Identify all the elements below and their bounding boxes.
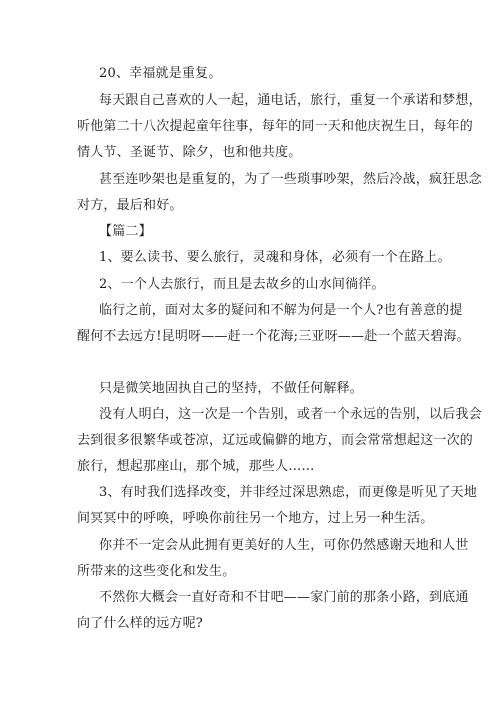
paragraph-line: 旅行，想起那座山，那个城，那些人…… — [77, 459, 315, 474]
paragraph-line: 只是微笑地固执自己的坚持，不做任何解释。 — [99, 381, 364, 396]
item-20-heading: 20、幸福就是重复。 — [99, 66, 222, 81]
paragraph-line: 所带来的这些变化和发生。 — [77, 564, 236, 579]
paragraph-line: 听他第二十八次提起童年往事，每年的同一天和他庆祝生日，每年的 — [77, 119, 474, 134]
paragraph-line: 对方，最后和好。 — [77, 198, 183, 213]
paragraph-line: 没有人明白，这一次是一个告别，或者一个永远的告别，以后我会 — [99, 407, 482, 422]
paragraph-line: 你并不一定会从此拥有更美好的人生，可你仍然感谢天地和人世 — [99, 538, 469, 553]
section-heading: 【篇二】 — [99, 224, 152, 239]
paragraph-line: 情人节、圣诞节、除夕，也和他共度。 — [77, 145, 302, 160]
paragraph-line: 醒何不去远方!昆明呀——赶一个花海;三亚呀——赴一个蓝天碧海。 — [77, 329, 470, 344]
list-item: 1、要么读书、要么旅行，灵魂和身体，必须有一个在路上。 — [99, 250, 451, 265]
list-item: 3、有时我们选择改变，并非经过深思熟虑，而更像是听见了天地 — [99, 485, 478, 500]
paragraph-line: 去到很多很繁华或苍凉，辽远或偏僻的地方，而会常常想起这一次的 — [77, 433, 474, 448]
paragraph-line: 向了什么样的远方呢? — [77, 616, 203, 631]
paragraph-line: 每天跟自己喜欢的人一起，通电话，旅行，重复一个承诺和梦想， — [99, 93, 482, 108]
paragraph-line: 不然你大概会一直好奇和不甘吧——家门前的那条小路，到底通 — [99, 590, 469, 605]
paragraph-line: 临行之前，面对太多的疑问和不解为何是一个人?也有善意的提 — [99, 303, 463, 318]
list-item: 2、一个人去旅行，而且是去故乡的山水间徜徉。 — [99, 277, 385, 292]
paragraph-line: 间冥冥中的呼唤，呼唤你前往另一个地方，过上另一种生活。 — [77, 511, 434, 526]
paragraph-line: 甚至连吵架也是重复的，为了一些琐事吵架，然后冷战，疯狂思念 — [99, 172, 482, 187]
